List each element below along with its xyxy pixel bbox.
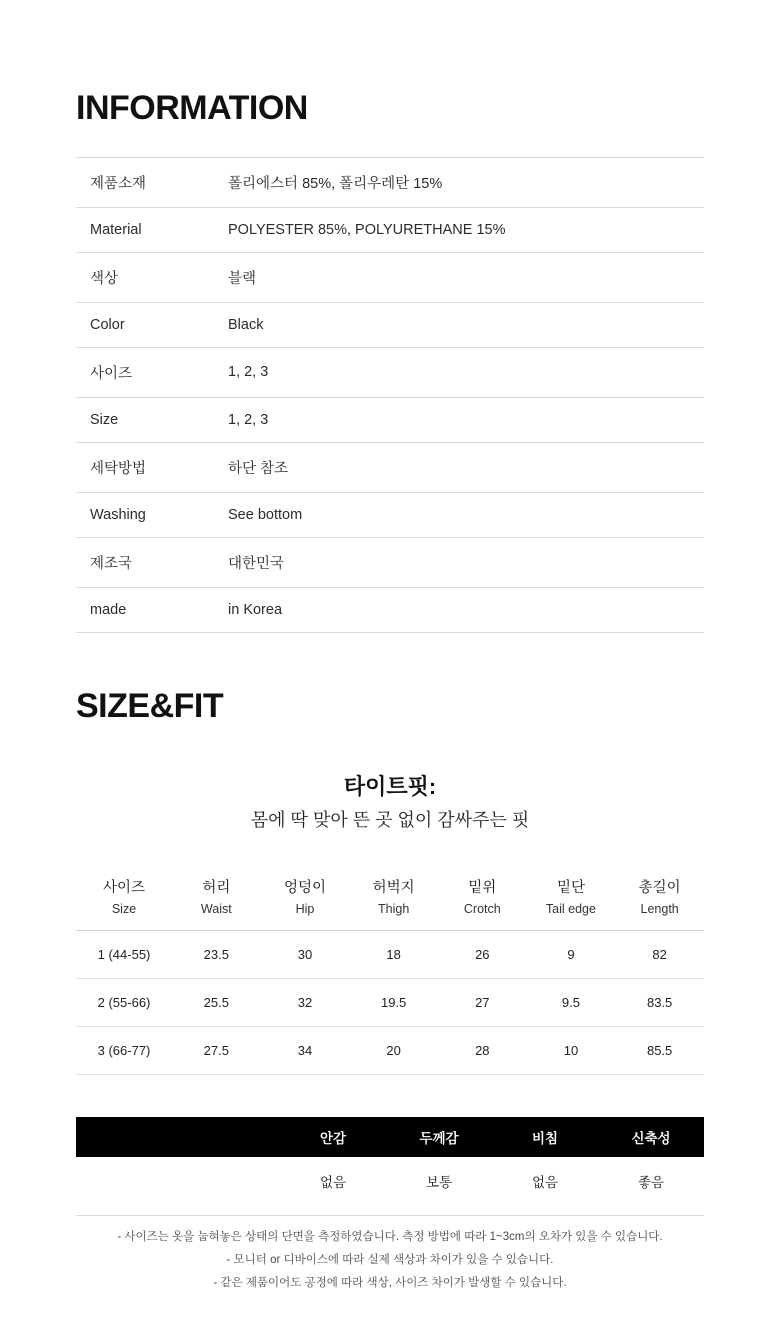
cell-length: 82 [615,931,704,979]
table-row [76,1027,704,1075]
info-value: 1, 2, 3 [228,364,269,381]
size-column-header [76,877,172,931]
info-label: made [90,601,127,618]
properties-value-thickness: 보통 [425,1175,453,1191]
size-column-header [172,877,261,931]
size-chart-table [76,877,704,1076]
info-value: 대한민국 [228,555,285,572]
info-value: See bottom [228,506,303,523]
header-kr: 엉덩이 [283,879,326,896]
table-row [76,979,704,1027]
info-value: 폴리에스터 85%, 폴리우레탄 15% [228,175,443,192]
table-row [76,302,704,347]
properties-header-sheerness: 비침 [492,1117,598,1157]
header-kr: 밑단 [556,879,585,896]
table-row [76,252,704,302]
cell-waist: 23.5 [172,931,261,979]
properties-header-row [76,1117,704,1157]
cell-crotch: 26 [438,931,527,979]
table-row [76,207,704,252]
info-label: 제조국 [90,555,133,572]
info-value: Black [228,316,264,333]
table-row [76,442,704,492]
fit-title: 타이트핏: [343,773,437,799]
header-en: Crotch [463,901,501,916]
table-row [76,397,704,442]
cell-hip: 32 [261,979,350,1027]
cell-hip: 34 [261,1027,350,1075]
info-label: 색상 [90,270,119,287]
info-value: in Korea [228,601,283,618]
cell-length: 85.5 [615,1027,704,1075]
properties-value-lining: 없음 [319,1175,347,1191]
header-en: Hip [295,901,315,916]
cell-hip: 30 [261,931,350,979]
cell-size: 2 (55-66) [76,979,172,1027]
properties-header-elasticity: 신축성 [598,1117,704,1157]
info-label: Color [90,316,125,333]
properties-header-spacer [76,1117,280,1157]
cell-tail-edge: 9 [527,931,616,979]
header-en: Waist [200,901,232,916]
properties-header-lining: 안감 [280,1117,386,1157]
properties-header-thickness: 두께감 [386,1117,492,1157]
info-value: POLYESTER 85%, POLYURETHANE 15% [228,221,506,238]
fit-description [76,771,704,833]
cell-crotch: 27 [438,979,527,1027]
table-row [76,157,704,207]
header-en: Length [640,901,679,916]
header-kr: 허벅지 [372,879,415,896]
table-row [76,347,704,397]
page-title-sizefit: SIZE&FIT [76,686,224,725]
note-line: - 같은 제품이어도 공정에 따라 색상, 사이즈 차이가 발생할 수 있습니다. [213,1277,567,1290]
size-column-header [527,877,616,931]
information-table [76,157,704,633]
product-detail-page [0,23,780,1321]
cell-thigh: 18 [349,931,438,979]
properties-value-elasticity: 좋음 [637,1175,665,1191]
cell-waist: 25.5 [172,979,261,1027]
fit-subtitle: 몸에 딱 맞아 뜬 곳 없이 감싸주는 핏 [250,809,530,830]
info-label: 제품소재 [90,175,147,192]
cell-waist: 27.5 [172,1027,261,1075]
cell-size: 1 (44-55) [76,931,172,979]
size-chart-header-row [76,877,704,931]
header-kr: 총길이 [638,879,681,896]
header-kr: 사이즈 [102,879,146,896]
info-label: Washing [90,506,146,523]
size-column-header [615,877,704,931]
info-label: 세탁방법 [90,460,147,477]
info-label: 사이즈 [90,365,133,382]
table-row [76,931,704,979]
size-column-header [349,877,438,931]
info-value: 블랙 [228,270,257,287]
header-kr: 밑위 [468,879,497,896]
cell-thigh: 20 [349,1027,438,1075]
page-title-information: INFORMATION [76,88,308,127]
header-kr: 허리 [202,879,231,896]
cell-tail-edge: 9.5 [527,979,616,1027]
table-row [76,492,704,537]
cell-thigh: 19.5 [349,979,438,1027]
note-line: - 모니터 or 디바이스에 따라 실제 색상과 차이가 있을 수 있습니다. [226,1254,554,1267]
header-en: Size [111,901,137,916]
cell-crotch: 28 [438,1027,527,1075]
header-en: Tail edge [545,901,596,916]
header-en: Thigh [378,901,410,916]
properties-value-spacer [76,1157,280,1207]
info-value: 1, 2, 3 [228,411,269,428]
table-row [76,587,704,632]
cell-length: 83.5 [615,979,704,1027]
size-column-header [438,877,527,931]
cell-tail-edge: 10 [527,1027,616,1075]
info-label: Material [90,221,142,238]
size-notes [76,1215,704,1293]
table-row [76,537,704,587]
properties-value-sheerness: 없음 [531,1175,559,1191]
cell-size: 3 (66-77) [76,1027,172,1075]
fabric-properties-table [76,1117,704,1207]
size-column-header [261,877,350,931]
note-line: - 사이즈는 옷을 눕혀놓은 상태의 단면을 측정하였습니다. 측정 방법에 따라 1~3cm의 오차가 있을 수 있습니다. [117,1231,663,1244]
table-row [76,1157,704,1207]
info-value: 하단 참조 [228,460,289,477]
fabric-properties [76,1117,704,1207]
info-label: Size [90,411,119,428]
